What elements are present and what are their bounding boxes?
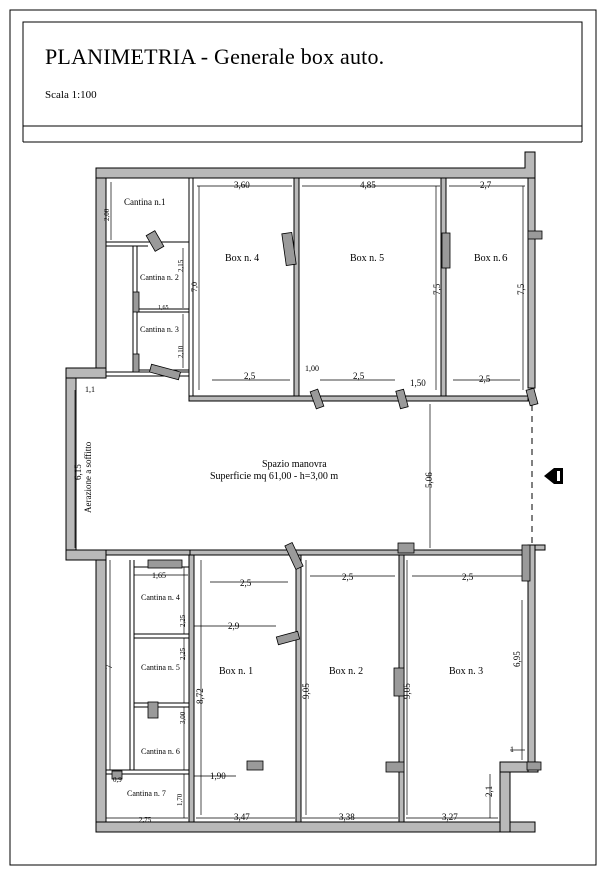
entry-arrow-icon (544, 468, 563, 484)
label-spazio-manovra: Spazio manovra (262, 459, 327, 470)
dim-box4-door: 2,5 (244, 371, 256, 381)
label-cantina-6: Cantina n. 6 (141, 747, 180, 756)
dim-cellar-col-h: 7 (104, 664, 114, 669)
dim-box1-h: 8,72 (195, 688, 205, 704)
dim-box3-right: 6,95 (512, 651, 522, 667)
dim-c6-h: 3,00 (179, 711, 187, 724)
dim-c3-h: 2,10 (177, 345, 185, 358)
dim-c5-h: 2,25 (179, 647, 187, 660)
doors (112, 231, 542, 779)
dim-manovra-h: 5,06 (424, 472, 434, 488)
label-box-2: Box n. 2 (329, 666, 364, 677)
dim-box4-h: 7,0 (190, 282, 199, 292)
label-box-5: Box n. 5 (350, 253, 385, 264)
dim-box1-w: 3,47 (234, 812, 250, 822)
dim-box3-door: 2,5 (462, 572, 474, 582)
dim-box1-door: 2,5 (240, 578, 252, 588)
label-superficie: Superficie mq 61,00 - h=3,00 m (210, 471, 339, 482)
label-cantina-3: Cantina n. 3 (140, 325, 179, 334)
dim-box2-w: 3,38 (339, 812, 355, 822)
bottom-partitions (106, 550, 528, 822)
dim-box3-step: 2,1 (484, 785, 494, 797)
dim-sep-45: 1,00 (305, 364, 319, 373)
dim-c2-w: 1,65 (158, 305, 169, 311)
dim-top-box5: 4,85 (360, 180, 376, 190)
dim-box1-small: 1,90 (210, 771, 226, 781)
dim-box5-door: 2,5 (353, 371, 365, 381)
dim-manovra-w: 6,15 (73, 464, 83, 480)
dim-c7-h: 1,70 (176, 793, 184, 806)
dim-c7-w: 2,75 (139, 816, 152, 824)
dim-c4-h: 2,25 (179, 614, 187, 627)
dim-box5-h: 7,5 (432, 283, 442, 295)
dim-c2-h: 2,15 (177, 259, 185, 272)
dim-c4-w: 1,65 (152, 571, 166, 580)
dim-c7-small: 0,9 (113, 776, 122, 784)
label-cantina-7: Cantina n. 7 (127, 789, 166, 798)
page-title: PLANIMETRIA - Generale box auto. (45, 44, 385, 69)
dim-box1-inner: 2,9 (228, 621, 240, 631)
dim-sep-56: 1,50 (410, 378, 426, 388)
label-cantina-2: Cantina n. 2 (140, 273, 179, 282)
label-cantina-1: Cantina n.1 (124, 197, 166, 207)
dim-box2-h: 9,05 (301, 683, 311, 699)
label-box-6-num: 6 (502, 252, 508, 264)
label-box-4: Box n. 4 (225, 253, 260, 264)
label-cantina-4: Cantina n. 4 (141, 593, 180, 602)
dim-box6-h: 7,5 (516, 283, 526, 295)
dim-box2-door: 2,5 (342, 572, 354, 582)
dim-c1-h: 2,00 (103, 208, 111, 221)
label-box-3: Box n. 3 (449, 666, 484, 677)
label-box-6: Box n. (474, 253, 501, 264)
dim-top-box4: 3,60 (234, 180, 250, 190)
label-aerazione: Aerazione a soffitto (83, 441, 93, 513)
dim-top-box6: 2,7 (480, 180, 492, 190)
dim-box3-notch: 1 (510, 745, 514, 754)
label-cantina-5: Cantina n. 5 (141, 663, 180, 672)
label-box-1: Box n. 1 (219, 666, 254, 677)
dim-box3-h: 9,05 (402, 683, 412, 699)
dim-box3-w: 3,27 (442, 812, 458, 822)
dim-corridor-w: 1,1 (85, 385, 95, 394)
scale-label: Scala 1:100 (45, 89, 97, 101)
dim-box6-door: 2,5 (479, 374, 491, 384)
